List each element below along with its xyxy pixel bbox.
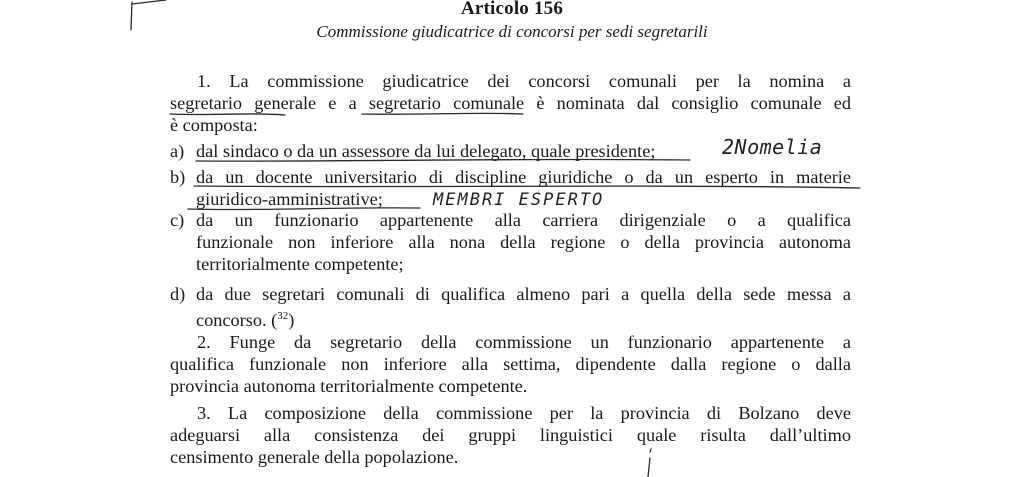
- pen-mark-bottom: [648, 449, 651, 477]
- item-d: [170, 283, 851, 305]
- paragraph-2-line-3: provincia autonoma territorialmente competente.: [170, 376, 528, 396]
- item-d-text-line-2: [196, 305, 294, 331]
- item-d-marker: d): [170, 284, 186, 304]
- item-c: [170, 209, 851, 231]
- item-c-text-line-1: da un funzionario appartenente alla carriera dirigenziale o a qualifica: [196, 210, 851, 230]
- paragraph-3-line-3: censimento generale della popolazione.: [170, 447, 459, 467]
- item-c-text-line-3: territorialmente competente;: [196, 254, 404, 274]
- item-b-text-line-1: da un docente universitario di discipline giuridiche o da un esperto in materie: [196, 167, 851, 187]
- item-b-marker: b): [170, 167, 186, 187]
- paragraph-2-line-2: qualifica funzionale non inferiore alla settima, dipendente dalla regione o dalla: [170, 354, 851, 374]
- paragraph-1-line-2: segretario generale e a segretario comunale è nominata dal consiglio comunale ed: [170, 93, 851, 113]
- item-c-marker: c): [170, 210, 185, 230]
- paragraph-2-line-1: 2. Funge da segretario della commissione un funzionario appartenente a: [197, 332, 851, 352]
- footnote-ref: 32: [277, 310, 289, 322]
- item-c-text-line-2: funzionale non inferiore alla nona della regione o della provincia autonoma: [196, 232, 851, 252]
- paragraph-1-line-3: è composta:: [170, 115, 258, 135]
- paragraph-3-line-2: adeguarsi alla consistenza dei gruppi linguistici quale risulta dall’ultimo: [170, 425, 851, 445]
- item-d-paren-close: ): [288, 310, 295, 331]
- article-title: Articolo 156: [460, 0, 564, 19]
- paragraph-3-line-1: 3. La composizione della commissione per la provincia di Bolzano deve: [197, 403, 851, 423]
- handwritten-note-nomelia: 2Nomelia: [722, 135, 823, 159]
- item-b-text-line-2: giuridico-amministrative;: [196, 189, 383, 209]
- item-a: [170, 140, 655, 162]
- item-a-marker: a): [170, 141, 185, 161]
- item-b: [170, 166, 851, 188]
- article-subtitle: Commissione giudicatrice di concorsi per sedi segretarili: [316, 22, 708, 41]
- paragraph-1-line-1: 1. La commissione giudicatrice dei concorsi comunali per la nomina a: [197, 71, 851, 91]
- item-d-concorso: concorso. (: [196, 310, 278, 331]
- item-a-text: dal sindaco o da un assessore da lui delegato, quale presidente;: [196, 141, 656, 161]
- handwritten-note-membri-esperto: MEMBRI ESPERTO: [433, 190, 605, 210]
- item-d-text-line-1: da due segretari comunali di qualifica almeno pari a quella della sede messa a: [196, 284, 851, 304]
